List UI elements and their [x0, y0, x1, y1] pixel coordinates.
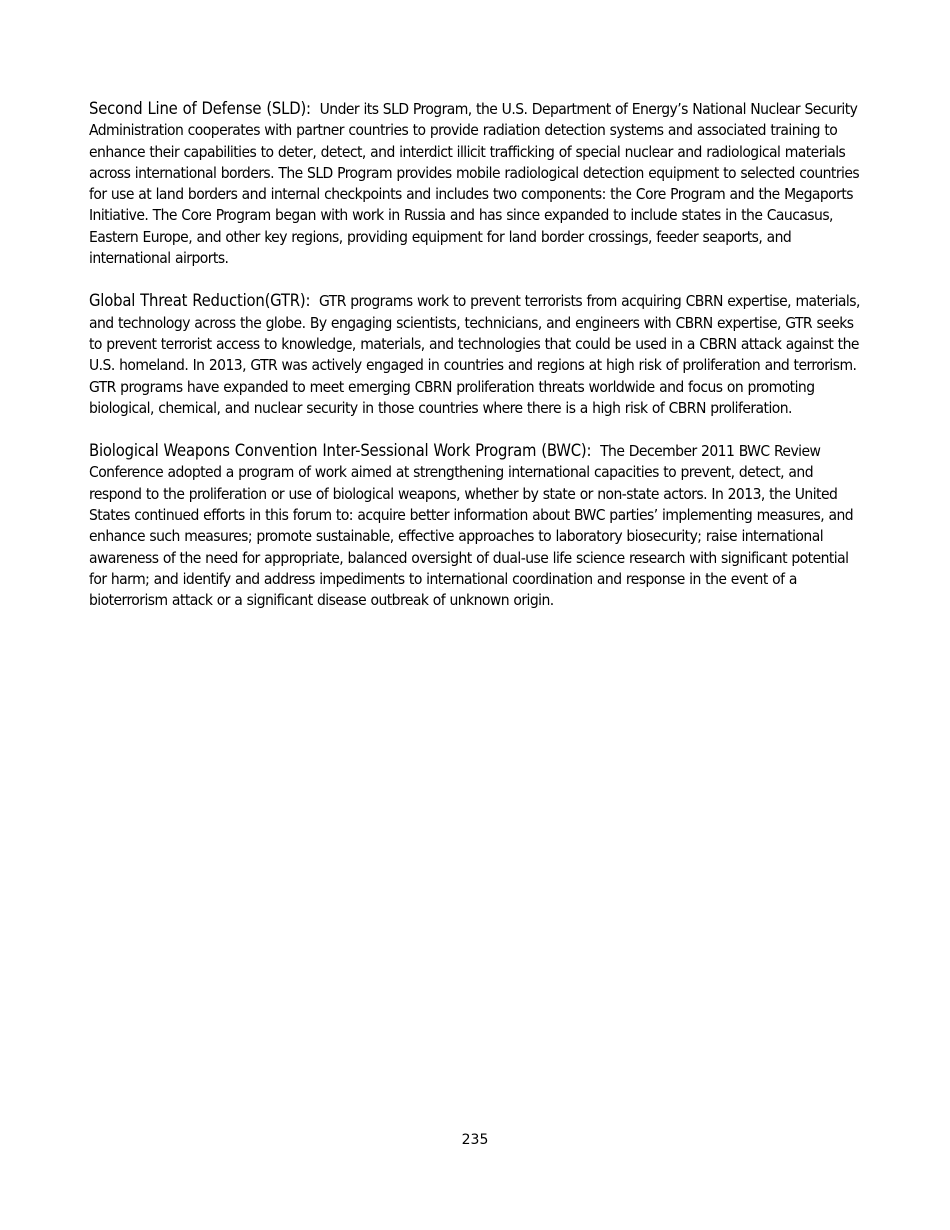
paragraph-gtr — [89, 290, 863, 419]
paragraph-sld — [89, 98, 863, 269]
paragraph-heading-sld: Second Line of Defense (SLD): — [89, 99, 311, 118]
paragraph-text-gtr: GTR programs work to prevent terrorists from acquiring CBRN expertise, materials, and technology across the globe. By engaging scientists, technicians, and engineers with CBRN expertise, GTR seeks to prevent terrorist access to knowledge, materials, and technologies that could be used in a CBRN attack against the U.S. homeland. In 2013, GTR was actively engaged in countries and regions at high risk of proliferation and terrorism. GTR programs have expanded to meet emerging CBRN proliferation threats worldwide and focus on promoting biological, chemical, and nuclear security in those countries where there is a high risk of CBRN proliferation. — [89, 292, 860, 417]
document-body — [89, 98, 863, 633]
paragraph-text-bwc: The December 2011 BWC Review Conference adopted a program of work aimed at strengthening international capacities to prevent, detect, and respond to the proliferation or use of biological weapons, whether by state or non-state actors. In 2013, the United States continued efforts in this forum to: acquire better information about BWC parties’ implementing measures, and enhance such measures; promote sustainable, effective approaches to laboratory biosecurity; raise international awareness of the need for appropriate, balanced oversight of dual-use life science research with significant potential for harm; and identify and address impediments to international coordination and response in the event of a bioterrorism attack or a significant disease outbreak of unknown origin. — [89, 442, 854, 610]
paragraph-bwc — [89, 440, 863, 611]
paragraph-text-sld: Under its SLD Program, the U.S. Department of Energy’s National Nuclear Security Administration cooperates with partner countries to provide radiation detection systems and associated training to enhance their capabilities to deter, detect, and interdict illicit trafficking of special nuclear and radiological materials across international borders. The SLD Program provides mobile radiological detection equipment to selected countries for use at land borders and internal checkpoints and includes two components: the Core Program and the Megaports Initiative. The Core Program began with work in Russia and has since expanded to include states in the Caucasus, Eastern Europe, and other key regions, providing equipment for land border crossings, feeder seaports, and international airports. — [89, 100, 860, 268]
paragraph-heading-gtr: Global Threat Reduction(GTR): — [89, 291, 311, 311]
paragraph-heading-bwc: Biological Weapons Convention Inter-Sessional Work Program (BWC): — [89, 441, 592, 461]
page-number: 235 — [461, 1132, 489, 1148]
